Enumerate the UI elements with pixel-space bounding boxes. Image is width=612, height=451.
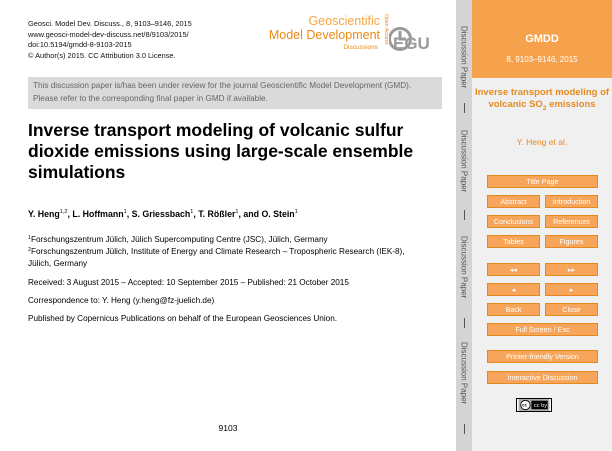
svg-text:cc: cc: [522, 402, 527, 408]
sidebar-volume: 8, 9103–9146, 2015: [506, 55, 578, 64]
sidebar-authors: Y. Heng et al.: [516, 137, 568, 147]
strip-divider: [464, 318, 465, 328]
strip-label: Discussion Paper: [459, 235, 469, 299]
abstract-button[interactable]: Abstract: [487, 195, 540, 208]
citation-block: [28, 19, 192, 61]
author-name: Y. Heng: [28, 209, 60, 219]
affiliation-1: [28, 233, 428, 246]
journal-url[interactable]: www.geosci-model-dev-discuss.net/8/9103/2015/: [28, 29, 189, 39]
doi[interactable]: doi:10.5194/gmdd-8-9103-2015: [28, 40, 132, 49]
page-number: 9103: [218, 423, 238, 433]
introduction-button[interactable]: Introduction: [545, 195, 598, 208]
author-name: T. Rößler: [198, 209, 236, 219]
previous-page-button[interactable]: ◂: [487, 283, 540, 296]
affiliation-text: Forschungszentrum Jülich, Institute of Energy and Climate Research – Tropospheric Research (IEK-8), Jülich, Germany: [28, 247, 405, 268]
close-button[interactable]: Close: [545, 303, 598, 316]
author-affiliation: 1: [294, 209, 298, 215]
navigation-sidebar: [472, 0, 612, 451]
strip-divider: [464, 103, 465, 113]
received-dates: Received: 3 August 2015 – Accepted: 10 September 2015 – Published: 21 October 2015: [28, 278, 349, 287]
paper-title: Inverse transport modeling of volcanic sulfur dioxide emissions using large-scale ensemble simulations: [28, 120, 414, 182]
interactive-discussion-button[interactable]: Interactive Discussion: [487, 371, 598, 384]
author-affiliation: 1: [123, 209, 127, 215]
journal-name: [260, 14, 380, 53]
sidebar-title-text-end: emissions: [546, 99, 596, 110]
copyright: © Author(s) 2015. CC Attribution 3.0 License.: [28, 50, 176, 60]
figures-button[interactable]: Figures: [545, 235, 598, 248]
sidebar-journal: GMDD: [525, 33, 559, 45]
strip-label: Discussion Paper: [459, 129, 469, 193]
discussion-paper-strip: [456, 0, 472, 451]
affiliation-2: [28, 245, 428, 269]
tables-button[interactable]: Tables: [487, 235, 540, 248]
back-button[interactable]: Back: [487, 303, 540, 316]
full-screen-button[interactable]: Full Screen / Esc: [487, 323, 598, 336]
author-separator: ,: [67, 209, 73, 219]
affiliation-number: 2: [28, 247, 31, 253]
egu-logo-icon: [389, 18, 445, 60]
author-name: O. Stein: [261, 209, 295, 219]
review-notice: This discussion paper is/has been under review for the journal Geoscientific Model Development (GMD). Please refer to the corresponding final paper in GMD if available.: [28, 77, 442, 109]
sidebar-title: [472, 87, 612, 115]
affiliation-text: Forschungszentrum Jülich, Jülich Supercomputing Centre (JSC), Jülich, Germany: [30, 235, 328, 244]
publisher-note: Published by Copernicus Publications on behalf of the European Geosciences Union.: [28, 314, 338, 323]
citation: Geosci. Model Dev. Discuss., 8, 9103–9146, 2015: [28, 19, 192, 28]
author-affiliation: 1: [235, 209, 239, 215]
references-button[interactable]: References: [545, 215, 598, 228]
author-separator: ,: [126, 209, 132, 219]
author-affiliation: 1: [190, 209, 194, 215]
cc-license-icon[interactable]: [516, 398, 552, 412]
correspondence[interactable]: Correspondence to: Y. Heng (y.heng@fz-juelich.de): [28, 296, 215, 305]
author-name: L. Hoffmann: [72, 209, 124, 219]
strip-label: Discussion Paper: [459, 341, 469, 405]
journal-name-line3: Discussions: [343, 44, 378, 51]
sidebar-title-subscript: 2: [542, 104, 547, 112]
printer-friendly-button[interactable]: Printer-friendly Version: [487, 350, 598, 363]
strip-label: Discussion Paper: [459, 25, 469, 89]
author-separator: ,: [193, 209, 199, 219]
author-list: [28, 209, 298, 219]
egu-logo-text: EGU: [393, 34, 430, 53]
first-page-button[interactable]: ◂◂: [487, 263, 540, 276]
author-affiliation: 1,2: [59, 209, 68, 215]
cc-license-text: cc by: [534, 403, 547, 410]
journal-name-line1: Geoscientific: [308, 14, 380, 28]
author-name: S. Griessbach: [131, 209, 191, 219]
last-page-button[interactable]: ▸▸: [545, 263, 598, 276]
next-page-button[interactable]: ▸: [545, 283, 598, 296]
open-access-label: Open Access: [383, 14, 389, 45]
author-separator: , and: [238, 209, 262, 219]
title-page-button[interactable]: Title Page: [487, 175, 598, 188]
sidebar-title-text: Inverse transport modeling of volcanic SO: [474, 87, 610, 110]
conclusions-button[interactable]: Conclusions: [487, 215, 540, 228]
affiliation-number: 1: [28, 235, 31, 241]
strip-divider: [464, 210, 465, 220]
strip-divider: [464, 424, 465, 434]
journal-name-line2: Model Development: [268, 28, 380, 42]
